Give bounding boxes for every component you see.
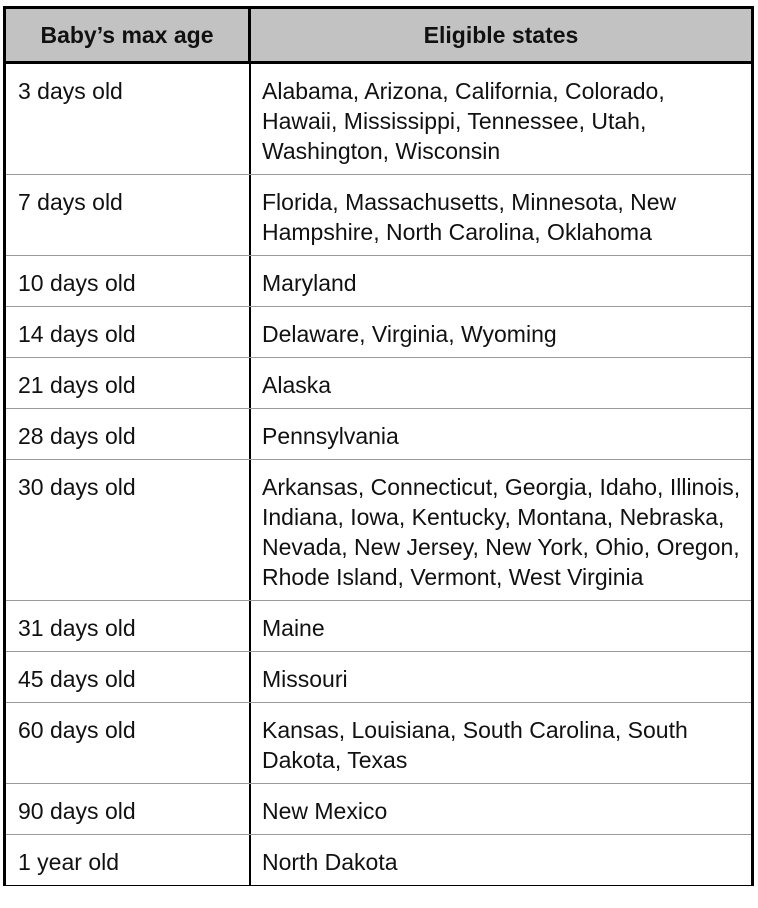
table-row [6, 784, 751, 835]
states-cell: Maryland [262, 270, 357, 296]
table-row [6, 307, 751, 358]
table-row [6, 835, 751, 885]
states-cell: Alaska [262, 372, 332, 398]
age-cell: 14 days old [6, 307, 251, 357]
age-cell: 45 days old [6, 652, 251, 702]
table-row [6, 601, 751, 652]
age-cell: 21 days old [6, 358, 251, 408]
header-eligible-states: Eligible states [423, 21, 579, 48]
states-cell: Kansas, Louisiana, South Carolina, South Dakota, Texas [262, 717, 688, 773]
table-row [6, 256, 751, 307]
age-cell: 90 days old [6, 784, 251, 834]
age-cell: 1 year old [6, 835, 251, 885]
table-row [6, 64, 751, 175]
states-cell: Arkansas, Connecticut, Georgia, Idaho, Illinois, Indiana, Iowa, Kentucky, Montana, Nebraska, Nevada, New Jersey, New York, Ohio, Oregon, Rhode Island, Vermont, West Virginia [262, 474, 741, 590]
table-row [6, 175, 751, 256]
age-cell: 7 days old [6, 175, 251, 255]
states-cell: Florida, Massachusetts, Minnesota, New Hampshire, North Carolina, Oklahoma [262, 189, 677, 245]
age-cell: 3 days old [6, 64, 251, 174]
states-cell: Maine [262, 615, 325, 641]
states-cell: New Mexico [262, 798, 388, 824]
table-row [6, 652, 751, 703]
table-row [6, 460, 751, 601]
states-cell: Delaware, Virginia, Wyoming [262, 321, 557, 347]
age-cell: 31 days old [6, 601, 251, 651]
age-cell: 60 days old [6, 703, 251, 783]
states-cell: Pennsylvania [262, 423, 399, 449]
table-row [6, 409, 751, 460]
states-cell: North Dakota [262, 849, 398, 875]
age-cell: 10 days old [6, 256, 251, 306]
header-baby-max-age: Baby’s max age [6, 9, 251, 61]
states-cell: Alabama, Arizona, California, Colorado, Hawaii, Mississippi, Tennessee, Utah, Washington, Wisconsin [262, 78, 665, 164]
age-cell: 28 days old [6, 409, 251, 459]
eligibility-table [3, 6, 754, 886]
table-header [6, 9, 751, 64]
age-cell: 30 days old [6, 460, 251, 600]
table-row [6, 358, 751, 409]
states-cell: Missouri [262, 666, 348, 692]
table-row [6, 703, 751, 784]
